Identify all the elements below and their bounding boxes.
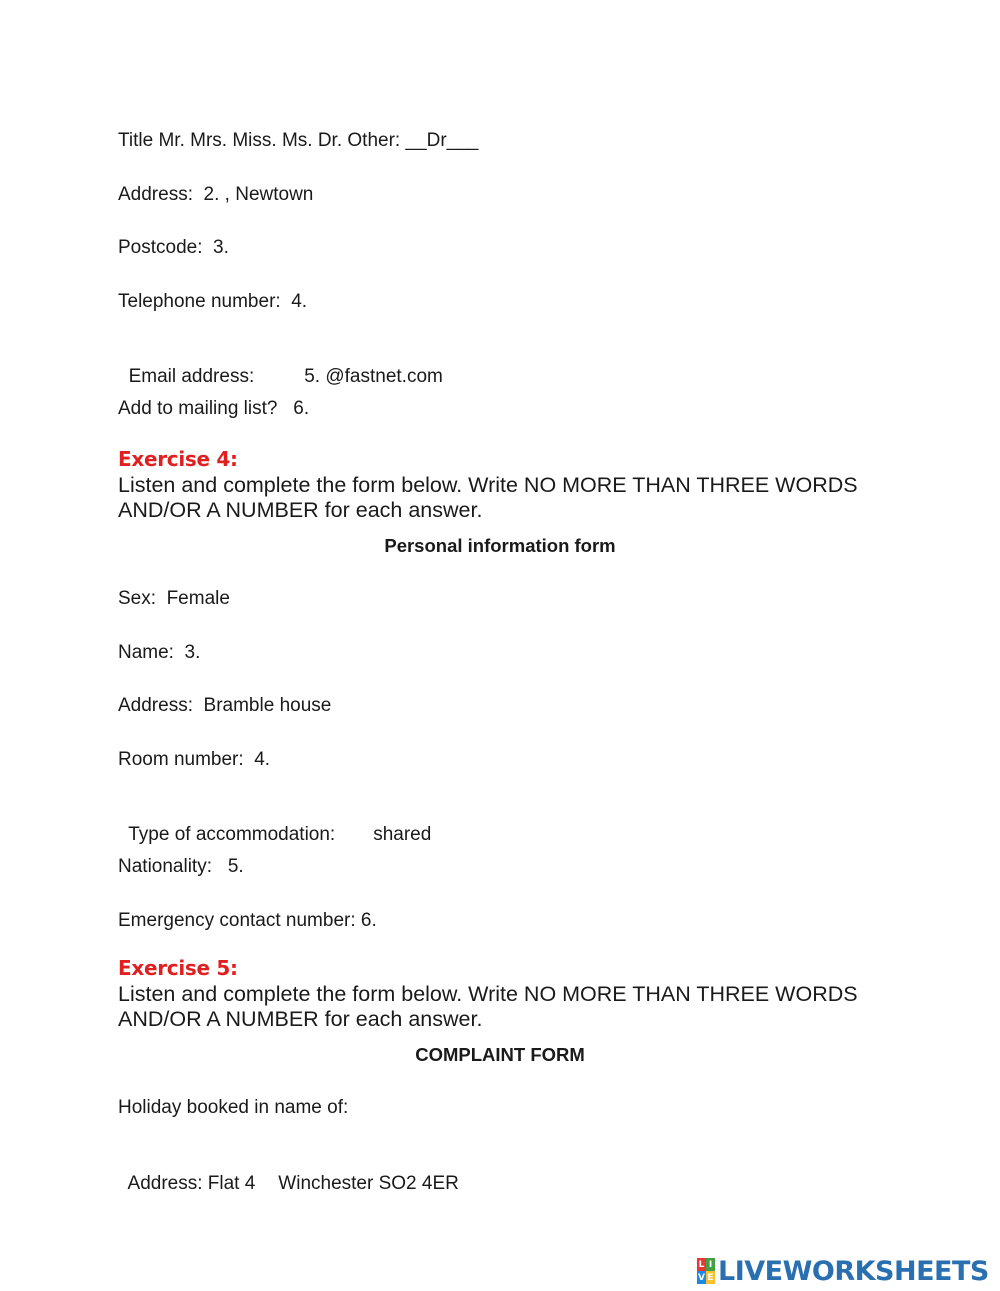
email-value: 5. @fastnet.com bbox=[304, 366, 443, 387]
exercise5-title: Exercise 5: bbox=[118, 956, 238, 980]
logo-box-letter-i: I bbox=[706, 1258, 715, 1271]
emergency-line: Emergency contact number: 6. bbox=[118, 910, 377, 931]
exercise4-instructions: Listen and complete the form below. Write NO MORE THAN THREE WORDS AND/OR A NUMBER for each answer. bbox=[118, 473, 858, 522]
email-label: Email address: bbox=[128, 366, 255, 387]
ex4-address-line: Address: Bramble house bbox=[118, 695, 332, 716]
room-number-line: Room number: 4. bbox=[118, 749, 271, 770]
logo-text: LIVEWORKSHEETS bbox=[718, 1255, 989, 1287]
liveworksheets-logo bbox=[697, 1256, 989, 1286]
logo-box-letter-l: L bbox=[698, 1259, 705, 1270]
email-line bbox=[118, 344, 443, 388]
nationality-line: Nationality: 5. bbox=[118, 856, 244, 877]
address-line: Address: 2. , Newtown bbox=[118, 184, 314, 205]
logo-icon bbox=[697, 1258, 715, 1284]
accommodation-label: Type of accommodation: bbox=[128, 824, 336, 845]
holiday-booked-line: Holiday booked in name of: bbox=[118, 1097, 349, 1118]
accommodation-line bbox=[118, 802, 431, 846]
ex5-address-value: Winchester SO2 4ER bbox=[278, 1173, 459, 1194]
ex5-address-label: Address: Flat 4 bbox=[127, 1173, 256, 1194]
exercise5-form-title: COMPLAINT FORM bbox=[415, 1044, 585, 1065]
mailing-list-line: Add to mailing list? 6. bbox=[118, 398, 310, 419]
sex-line: Sex: Female bbox=[118, 588, 230, 609]
ex5-address-line bbox=[118, 1151, 459, 1195]
exercise4-form-title: Personal information form bbox=[384, 535, 616, 556]
exercise5-instructions: Listen and complete the form below. Write NO MORE THAN THREE WORDS AND/OR A NUMBER for each answer. bbox=[118, 982, 858, 1031]
accommodation-value: shared bbox=[373, 824, 432, 845]
exercise4-title: Exercise 4: bbox=[118, 447, 238, 471]
title-line: Title Mr. Mrs. Miss. Ms. Dr. Other: __Dr___ bbox=[118, 130, 479, 151]
telephone-line: Telephone number: 4. bbox=[118, 291, 308, 312]
name-line: Name: 3. bbox=[118, 642, 201, 663]
logo-box-letter-e: E bbox=[707, 1272, 714, 1283]
postcode-line: Postcode: 3. bbox=[118, 237, 229, 258]
logo-box-letter-v: V bbox=[698, 1272, 705, 1283]
